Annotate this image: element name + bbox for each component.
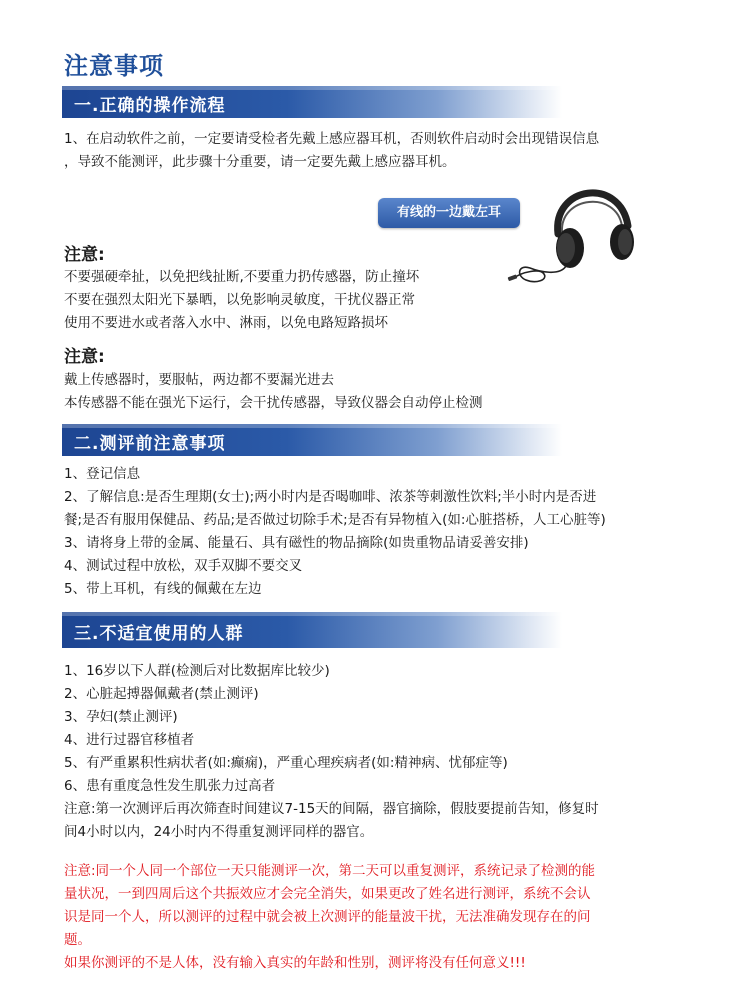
note-2-line: 本传感器不能在强光下运行，会干扰传感器，导致仪器会自动停止检测 [64,395,483,411]
warning-line: 量状况，一到四周后这个共振效应才会完全消失，如果更改了姓名进行测评，系统不会认 [64,886,591,902]
note-1-line: 不要强硬牵扯，以免把线扯断,不要重力扔传感器，防止撞坏 [64,269,420,285]
warning-line: 识是同一个人，所以测评的过程中就会被上次测评的能量波干扰，无法准确发现存在的问 [64,909,591,925]
section2-line: 2、了解信息:是否生理期(女士);两小时内是否喝咖啡、浓茶等刺激性饮料;半小时内是否进 [64,489,597,505]
section-heading-2 [62,424,562,456]
warning-line: 如果你测评的不是人体，没有输入真实的年龄和性别，测评将没有任何意义!!! [64,955,526,971]
section1-line-1: 1、在启动软件之前，一定要请受检者先戴上感应器耳机，否则软件启动时会出现错误信息 [64,131,600,147]
section1-line-2: ，导致不能测评，此步骤十分重要，请一定要先戴上感应器耳机。 [64,154,456,170]
section-heading-3-label: 三.不适宜使用的人群 [74,624,244,644]
section-heading-1-label: 一.正确的操作流程 [74,96,226,116]
section-heading-3 [62,612,562,648]
section3-line: 注意:第一次测评后再次筛查时间建议7-15天的间隔，器官摘除，假肢要提前告知，修复时 [64,801,599,817]
note-2-line: 戴上传感器时，要服帖，两边都不要漏光进去 [64,372,334,388]
warning-line: 题。 [64,932,91,948]
page-title: 注意事项 [64,52,164,80]
section2-line: 3、请将身上带的金属、能量石、具有磁性的物品摘除(如贵重物品请妥善安排) [64,535,529,551]
section3-line: 2、心脏起搏器佩戴者(禁止测评) [64,686,259,702]
section3-line: 间4小时以内，24小时内不得重复测评同样的器官。 [64,824,374,840]
warning-line: 注意:同一个人同一个部位一天只能测评一次，第二天可以重复测评，系统记录了检测的能 [64,863,596,879]
headphones-icon [500,176,640,296]
section3-line: 5、有严重累积性病状者(如:癫痫)，严重心理疾病者(如:精神病、忧郁症等) [64,755,508,771]
section3-line: 1、16岁以下人群(检测后对比数据库比较少) [64,663,330,679]
headphones-label: 有线的一边戴左耳 [378,198,520,228]
section3-line: 6、患有重度急性发生肌张力过高者 [64,778,276,794]
section2-line: 餐;是否有服用保健品、药品;是否做过切除手术;是否有异物植入(如:心脏搭桥，人工心脏等) [64,512,606,528]
section3-line: 4、进行过器官移植者 [64,732,195,748]
section-heading-2-label: 二.测评前注意事项 [74,434,226,454]
note-1-line: 使用不要进水或者落入水中、淋雨，以免电路短路损坏 [64,315,388,331]
section3-line: 3、孕妇(禁止测评) [64,709,178,725]
section2-line: 4、测试过程中放松，双手双脚不要交叉 [64,558,303,574]
section2-line: 5、带上耳机，有线的佩戴在左边 [64,581,262,597]
note-1-title: 注意: [64,245,105,265]
note-2-title: 注意: [64,347,105,367]
section-heading-1 [62,86,562,118]
section2-line: 1、登记信息 [64,466,141,482]
note-1-line: 不要在强烈太阳光下暴晒，以免影响灵敏度，干扰仪器正常 [64,292,415,308]
